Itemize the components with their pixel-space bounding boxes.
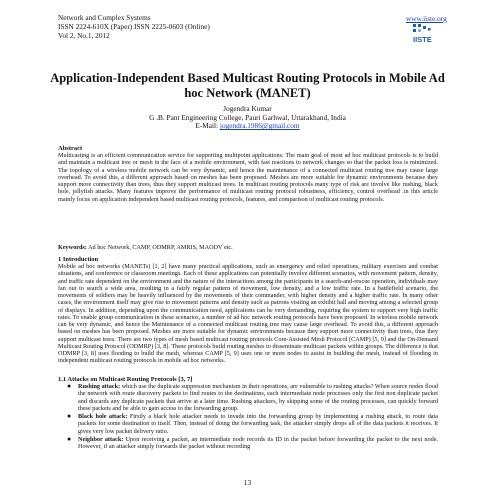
author-block [40,105,455,131]
logo-text: IISTE [413,35,432,44]
journal-header [58,14,210,40]
attack-name: Neighbor attack: [78,435,124,443]
email-label: E-Mail: [195,121,219,131]
author-email-link[interactable]: jogendra.1986@gmail.com [219,121,300,131]
bullet-icon: ● [67,382,72,390]
attacks-list [67,382,439,451]
bullet-icon: ● [67,412,72,420]
list-item [67,434,438,451]
introduction-heading: 1 Introduction [58,256,99,263]
introduction-text: Mobile ad hoc networks (MANETs) [1, 2] have many practical applications, such as emergency and relief operations, military exercises and combat situations, and conference or classroom meetings. Each of these applications can potentially involve different scenarios, with movement pattern, density, and traffic rate dependent on the environment and the nature of the interactions among the participants in a search-and-rescue operation, individuals may fan out to search a wide area, resulting in a fairly regular pattern of movement, low density, and a low traffic rate. In a battlefield scenario, the movements of soldiers may be heavily influenced by the movements of their commander, with higher density and a higher traffic rate. In many other cases, the environment itself may give rise to movement patterns and density such as patrons visiting an exhibit hall and moving among a selected group of displays. In addition, depending upon the communication need, applications can be very demanding, requiring the system to support very high traffic rates. To enable group communication in these scenarios, a number of ad hoc network routing protocols have been proposed. In wireless mobile network can be very dynamic, and hence the Maintenance of a connected multicast routing tree may cause large overhead. To avoid this, a different approach based on meshes has been proposed. Meshes are more suitable for dynamic environments because they support more connectivity than trees, thus they support multicast trees. There are two types of mesh based multicast routing protocols Core-Assisted Mesh Protocol (CAMP) [5, 9] and the On-Demand Multicast Routing Protocol (ODMRP) [3, 8]. These protocols build routing meshes to disseminate multicast packets within groups. The difference is that ODMRP [3, 8] uses flooding to build the mesh, whereas CAMP [5, 9] uses one or more nodes to assist in building the mesh, instead of flooding in independent multicast routing protocols in mobile ad hoc networks. [58,263,438,365]
page-number: 13 [243,478,252,487]
journal-url-link[interactable]: www.iiste.org [406,14,447,23]
attacks-heading: 1.1 Attacks on Multicast Routing Protocols [3, 7] [58,376,193,383]
author-name: Jogendra Kumar [223,104,272,113]
attack-description: Upon receiving a packet, an intermediate node records its ID in the packet before forwarding the packet to the next node. However, if an attacker simply forwards the packet without recording [78,435,438,450]
attack-description: Firstly a black hole attacker needs to invade into the forwarding group by implementing a rushing attack, to route data packets for some destination to itself. Then, instead of doing the forwarding task, the attacker simply drops all of the data packets it receives. It gives very low packet delivery ratio. [78,413,438,435]
abstract-text: Multicasting is an efficient communication service for supporting multipoint applications. The main goal of most ad hoc multicast protocols is to build and maintain a multicast tree or mesh in the face of a mobile environment, with fast reactions to network changes so that the packet loss is minimized. The topology of a wireless mobile network can be very dynamic, and hence the maintenance of a connected multicast routing tree may cause large overhead. To avoid this, a different approach based on meshes has been proposed. Meshes are more suitable for dynamic environments because they support more connectivity than trees, thus they support multicast trees. In multicast routing protocols many type of risk are involve like rushing, black hole, jellyfish attacks. Many features improve the performance of multicast routing protocol robustness, efficiency, control overhead .in this article mainly focus on application independent based multicast routing protocols, features, and comparison of multicast routing protocols. [58,152,438,203]
list-item [67,382,439,412]
bullet-icon: ● [67,434,72,443]
author-affiliation: G .B. Pant Engineering College, Pauri Garhwal, Uttarakhand, India [149,112,346,122]
keywords-text: Ad hoc Network, CAMP, ODMRP, AMRIS, MAODV etc. [88,244,233,251]
paper-title: Application-Independent Based Multicast Routing Protocols in Mobile Ad hoc Network (MANET) [50,71,445,100]
keywords-line [58,244,438,251]
journal-name: Network and Complex Systems [58,13,151,22]
list-item [67,412,438,435]
attack-name: Black hole attack: [78,413,128,420]
journal-volume: Vol 2, No.1, 2012 [58,30,110,40]
attack-description: which use the duplicate suppression mechanism in their operations, are vulnerable to rushing attacks? When source nodes flood the network with route discovery packets to find routes to the destinations, each intermediate node processes only the first non duplicate packet and discards any duplicate packets that arrive at a later time. Rushing attackers, by skipping some of the routing processes, can quickly forward these packets and be able to gain access to the forwarding group. [78,383,439,412]
keywords-label: Keywords: [58,244,87,251]
attack-name: Rushing attack: [78,383,121,390]
abstract-heading: Abstract [58,145,83,152]
iiste-logo-icon [412,23,436,45]
author-email-line [40,122,455,131]
journal-issn: ISSN 2224-610X (Paper) ISSN 2225-0603 (Online) [58,21,210,31]
